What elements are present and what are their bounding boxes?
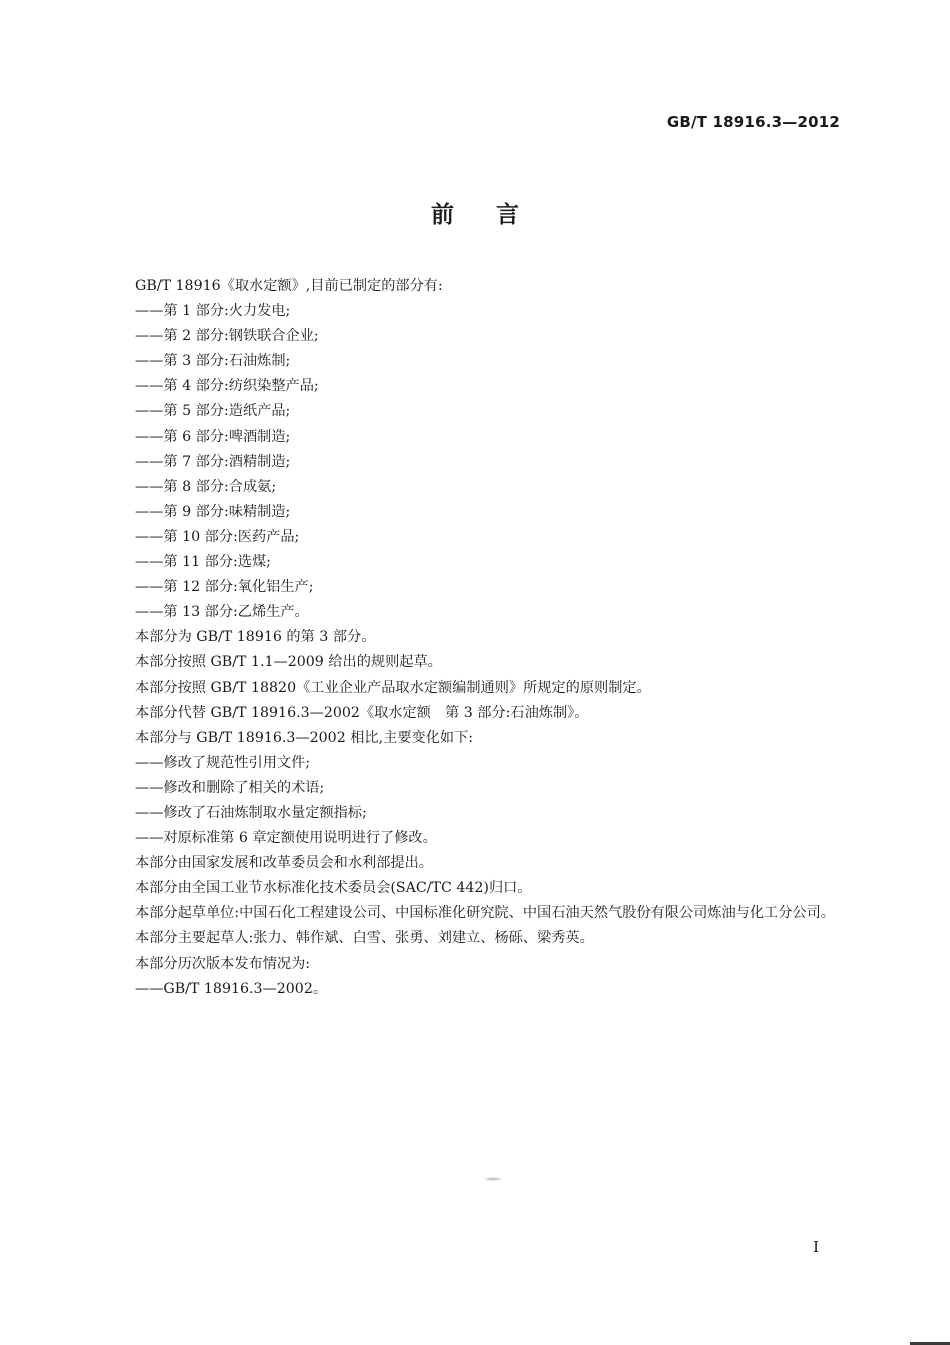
list-item: ——第 1 部分:火力发电;	[135, 303, 291, 320]
list-item: ——第 8 部分:合成氨;	[135, 478, 277, 495]
list-item: ——第 4 部分:纺织染整产品;	[135, 378, 319, 395]
paragraph: 本部分历次版本发布情况为:	[135, 955, 311, 972]
page-number: I	[813, 1238, 819, 1256]
standard-number: GB/T 18916.3—2012	[666, 113, 840, 131]
list-item: ——第 2 部分:钢铁联合企业;	[135, 328, 319, 345]
list-item: ——对原标准第 6 章定额使用说明进行了修改。	[135, 830, 437, 847]
list-item: ——第 12 部分:氧化铝生产;	[135, 579, 314, 596]
paragraph: 本部分主要起草人:张力、韩作斌、白雪、张勇、刘建立、杨砾、梁秀英。	[135, 930, 594, 947]
paragraph: 本部分代替 GB/T 18916.3—2002《取水定额 第 3 部分:石油炼制》。	[135, 704, 589, 721]
paragraph: 本部分按照 GB/T 1.1—2009 给出的规则起草。	[135, 654, 442, 671]
paragraph: 本部分由全国工业节水标准化技术委员会(SAC/TC 442)归口。	[135, 880, 532, 897]
paragraph: 本部分起草单位:中国石化工程建设公司、中国标准化研究院、中国石油天然气股份有限公司炼油与化工分公司。	[135, 905, 835, 922]
list-item: ——第 3 部分:石油炼制;	[135, 353, 291, 370]
list-item: ——第 11 部分:选煤;	[135, 554, 271, 571]
preface-body	[115, 274, 840, 1002]
scan-speck	[483, 1177, 503, 1181]
paragraph: 本部分由国家发展和改革委员会和水利部提出。	[135, 855, 433, 872]
list-item: ——GB/T 18916.3—2002。	[135, 980, 328, 997]
list-item: ——修改和删除了相关的术语;	[135, 779, 325, 796]
list-item: ——第 10 部分:医药产品;	[135, 528, 300, 545]
paragraph: GB/T 18916《取水定额》,目前已制定的部分有:	[135, 278, 443, 294]
page-title: 前言	[431, 202, 561, 228]
list-item: ——修改了石油炼制取水量定额指标;	[135, 804, 367, 821]
list-item: ——第 9 部分:味精制造;	[135, 503, 291, 520]
list-item: ——第 5 部分:造纸产品;	[135, 403, 291, 420]
paragraph: 本部分按照 GB/T 18820《工业企业产品取水定额编制通则》所规定的原则制定。	[135, 679, 651, 696]
paragraph: 本部分为 GB/T 18916 的第 3 部分。	[135, 629, 376, 646]
list-item: ——第 7 部分:酒精制造;	[135, 453, 291, 470]
list-item: ——第 6 部分:啤酒制造;	[135, 428, 291, 445]
list-item: ——第 13 部分:乙烯生产。	[135, 604, 309, 621]
list-item: ——修改了规范性引用文件;	[135, 754, 311, 771]
paragraph: 本部分与 GB/T 18916.3—2002 相比,主要变化如下:	[135, 729, 474, 746]
